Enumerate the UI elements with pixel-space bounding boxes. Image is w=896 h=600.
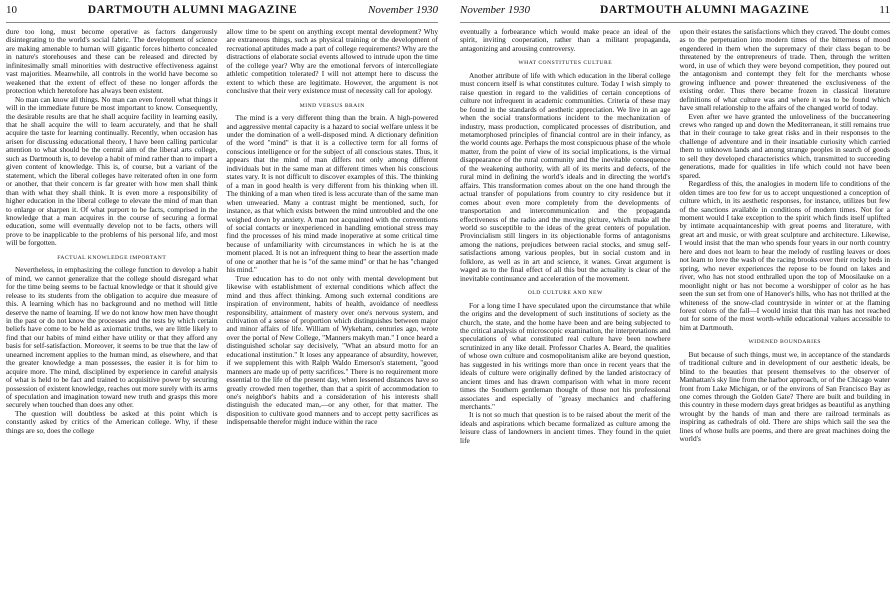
text-columns (6, 28, 438, 435)
section-heading: OLD CULTURE AND NEW (527, 290, 603, 297)
section-heading: FACTUAL KNOWLEDGE IMPORTANT (57, 254, 167, 261)
paragraph: Regardless of this, the analogies in modern life to conditions of the olden times are too few for us to accept unquestioned a conception of culture which, in its aesthetic responses, for instance, utilizes but few of the sanctions available in conditions of modern times. Not for a moment would I take exception to the spirit which finds itself uplifted by intimate acquaintanceship with great poems and literature, with great art and music, or with great sculpture and architecture. Likewise, I would insist that the man who spends four years in our north country here and does not learn to hear the melody of rustling leaves or does not learn to love the wash of the racing brooks over their rocky beds in spring, who never experiences the repose to be found on lakes and river, who has not stood enthralled upon the top of Moosilauke on a moonlight night or has not become a worshipper of color as he has seen the sun set from one of Hanover's hills, who has not thrilled at the whiteness of the snow-clad countryside in winter or at the flaming forest colors of the fall—I would insist that this man has not reached out for some of the most worth-while educational values accessible to him at Dartmouth. (679, 179, 890, 332)
paragraph: True education has to do not only with mental development but likewise with establishment of external conditions which affect the mind and thus affect thinking. Among such external conditions are inspiration of environment, habits of health, avoidance of needless responsibility, attainment of mastery over one's nervous system, and cultivation of a sense of proportion which distinguishes between major and minor affairs of life. William of Wykeham, centuries ago, wrote over the portal of New College, "Manners makyth man." I once heard a distinguished scholar say decisively, "What an absurd motto for an educational institution." It loses any appearance of absurdity, however, if we supplement this with Ralph Waldo Emerson's statement, "good manners are made up of petty sacrifices." There is no requirement more essential to the life of the present day, when lessened distances have so greatly crowded men together, than that a spirit of accommodation to one's neighbor's habits and a consideration of his interests shall distinguish the educated man,—or any other, for that matter. The disposition to cultivate good manners and to accept petty sacrifices as indispensable therefor might induce within the race (226, 273, 438, 427)
section-heading: WIDENED BOUNDARIES (748, 339, 822, 346)
right-page (448, 0, 896, 600)
paragraph: eventually a forbearance which would make peace an ideal of the spirit, inviting cooperation, rather than a militant propaganda, antagonizing and arousing controversy. (460, 27, 671, 53)
page-number: 11 (879, 4, 890, 16)
paragraph: allow time to be spent on anything except mental development? Why are extraneous things, such as physical training or the development of recreational aptitudes made a part of college requirements? Why are the distractions of elaborate social events allowed to intrude upon the time of the college year? Why are the emotional fervors of intercollegiate athletic competition tolerated? I will not attempt here to discuss the extent to which these are legitimate. However, the argument is not conclusive that their very existence must of necessity call for apology. (226, 27, 438, 96)
paragraph: The mind is a very different thing than the brain. A high-powered and aggressive mental capacity is a hazard to social welfare unless it be under the domination of a well-disposed mind. A dictionary definition of the word "mind" is that it is a collective term for all forms of conscious intelligence or for the subject of all conscious states. Thus, it appears that the mind of man differs not only among different individuals but in the same man at different times when his conscious states vary. It is not difficult to discover examples of this. The thinking of a man in good health is very different from his thinking when ill. The thinking of a man when tired is less accurate than of the same man when unwearied. Many a contrast might be mentioned, such, for instance, as that which exists between the mind untroubled and the one weighed down by anxiety. A man not acquainted with the conventions of social contacts or inexperienced in handling emotional stress may find the processes of his mind made inoperative at some critical time because of unfamiliarity with circumstances in which he is at the moment placed. It is not an infrequent thing to hear the assertion made of one or another that he is "of the same mind" or that he has "changed his mind." (226, 113, 438, 275)
running-head (6, 4, 438, 23)
magazine-title: DARTMOUTH ALUMNI MAGAZINE (599, 4, 810, 16)
text-columns (460, 28, 890, 445)
paragraph: upon their estates the satisfactions which they craved. The doubt comes as to the perpetuation into modern times of the bitterness of mood engendered in them when the supremacy of their class began to be threatened by the entrepreneurs of trade. Then, through the written word, in use of which they were beyond competition, they poured out the antagonism and contempt they felt for the merchants whose growing influence and power threatened the exclusiveness of the existing order. Thus there became frozen in classical literature definitions of what culture was and where it was to be found which have small relationship to the affairs of the changed world of today. (679, 27, 890, 113)
paragraph: Another attribute of life with which education in the liberal college must concern itself is what constitutes culture. Today I wish simply to raise question in regard to the validities of certain conceptions of culture not infrequent in academic communities. Criteria of these may be found in the standards of aesthetic appreciation. We live in an age when the social transformations incident to the mechanization of industry, mass production, complicated processes of distribution, and metamorphosed principles of financial control are in their infancy, as the world counts age. Perhaps the most conspicuous phase of the whole matter, from the point of view of its social implications, is the virtual disappearance of the rural community and the inevitable consequence of the weakening authority, with all of its merits and defects, of the rural mind in defining the world's ideals and in directing the world's affairs. This transformation comes about on the one hand through the actual transfer of populations from country to city residence but it comes about even more completely from the developments of transportation and intercommunication and the propaganda effectiveness of the radio and the moving picture, which make all the world so susceptible to the ideas of the great centers of population. Provincialism still lingers in its objectionable forms of antagonisms among the nations, prejudices between racial stocks, and smug self-satisfactions among various peoples, but in social custom and in folklore, as well as in art and science, it wanes. Great argument is waged as to the final effect of all this but the actuality is clear of the inevitable continuance and acceleration of the movement. (460, 70, 671, 283)
issue-date: November 1930 (460, 4, 530, 16)
paragraph: But because of such things, must we, in acceptance of the standards of traditional culture and in development of our aesthetic ideals, be blind to the beauties that present themselves to the observer of Manhattan's sky line from the harbor approach, or of the Chicago water front from Lake Michigan, or of the environs of San Francisco Bay as one comes through the Golden Gate? There are built and building in this country in these modern days great bridges as beautiful as anything wrought by the hands of man and there are railroad terminals as inspiring as cathedrals of old. There are ships which sail the sea the lines of whose hulls are poems, and there are great machines doing the world's (679, 349, 890, 444)
page-number: 10 (6, 4, 17, 16)
text-column-1 (460, 28, 671, 445)
paragraph: Even after we have granted the unloveliness of the buccaneering crews who ranged up and down the Mediterranean, it still remains true that in their courage to take great risks and in their responses to the challenge of adventure and in their insatiable curiosity which carried them to unknown lands and among strange peoples in search of goods to sell they developed characteristics which, transmitted to succeeding generations, made for qualities in life which could not have been spared. (679, 111, 890, 180)
paragraph: For a long time I have speculated upon the circumstance that while the origins and the development of such institutions of society as the church, the state, and the home have been and are being subjected to the critical analysis of microscopic examination, the interpretations and speculations of what constituted real culture have been nowhere scrutinized in any like detail. Professor Charles A. Beard, the qualities of whose own culture and cosmopolitanism alike are beyond question, has suggested in his writings more than once in recent years that the ideals of culture were originally defined by the landed aristocracy of ancient times and has drawn comparison with what in more recent times the Southern gentleman thought of those not his professional associates and especially of "greasy mechanics and chaffering merchants." (460, 300, 671, 412)
running-head (460, 4, 890, 23)
text-column-2 (680, 28, 891, 445)
magazine-title: DARTMOUTH ALUMNI MAGAZINE (87, 4, 298, 16)
section-heading: MIND VERSUS BRAIN (299, 102, 365, 109)
paragraph: Nevertheless, in emphasizing the college function to develop a habit of mind, we cannot generalize that the college should disregard what for the time being seems to be factual knowledge or that it should give release to its students from the obligation to acquire due measure of this. A learning which has no background and no method will little deserve the name of learning. If we do not know how men have thought in the past or do not know the processes and the tests by which certain beliefs have come to be held as axiomatic truths, we are little likely to find that our habits of mind either have utility or that they afford any basis for self-satisfaction. Moreover, it seems to be true that the law of unearned increment applies to the human mind, as elsewhere, and that the greater knowledge a man possesses, the easier it is for him to acquire more. The mind, disciplined by experience in careful analysis of what is held to be fact and trained to acquisitive power by securing possession of existent knowledge, reaches out more surely with its arms of speculation and imagination toward new truth and grasps this more securely when touched than does any other. (6, 265, 218, 410)
paragraph: It is not so much that question is to be raised about the merit of the ideals and aspirations which became formalized as culture among the leisure class of landowners in ancient times. They found in the quiet life (460, 410, 671, 445)
text-column-1 (6, 28, 218, 435)
section-heading: WHAT CONSTITUTES CULTURE (518, 60, 613, 67)
paragraph: The question will doubtless be asked at this point which is constantly asked by critics of the American college. Why, if these things are so, does the college (6, 408, 218, 435)
text-column-2 (227, 28, 439, 435)
paragraph: dure too long, must become operative as factors dangerously disintegrating to the world's social fabric. The development of science are making amenable to human will gigantic forces hitherto concealed in nature's storehouses and these can be released and directed by infinitesimally small minorities with destructive effectiveness against vast majorities. Meanwhile, all controls in the world have become so weakened that the extent of effect of these no longer affords the protection which heretofore has always been existent. (6, 27, 218, 96)
issue-date: November 1930 (368, 4, 438, 16)
paragraph: No man can know all things. No man can even foretell what things it will in the immediate future be most important to know. Consequently, the desirable results are that he shall acquire facility in learning easily, that he shall acquire the will to learn accurately, and that he shall acquire the taste for learning continually. Recently, when occasion has arisen for discussing educational theory, I have been calling particular attention to what should be the central aim of the liberal arts college, such as Dartmouth is, to develop a habit of mind rather than to impart a given content of knowledge. This is, of course, but a variant of the statement, which the liberal colleges have reiterated often in one form or another, that their concern is far greater with how men shall think than with what they shall think. It is even more a responsibility of higher education in the liberal college to elevate the mind of man than to enlarge or sharpen it. Of what purport to be facts, comprised in the knowledge that a man acquires in the course of securing a formal education, some will eventually develop not to be facts, others will prove to be inapplicable to the problems of his personal life, and most will be forgotten. (6, 94, 218, 248)
